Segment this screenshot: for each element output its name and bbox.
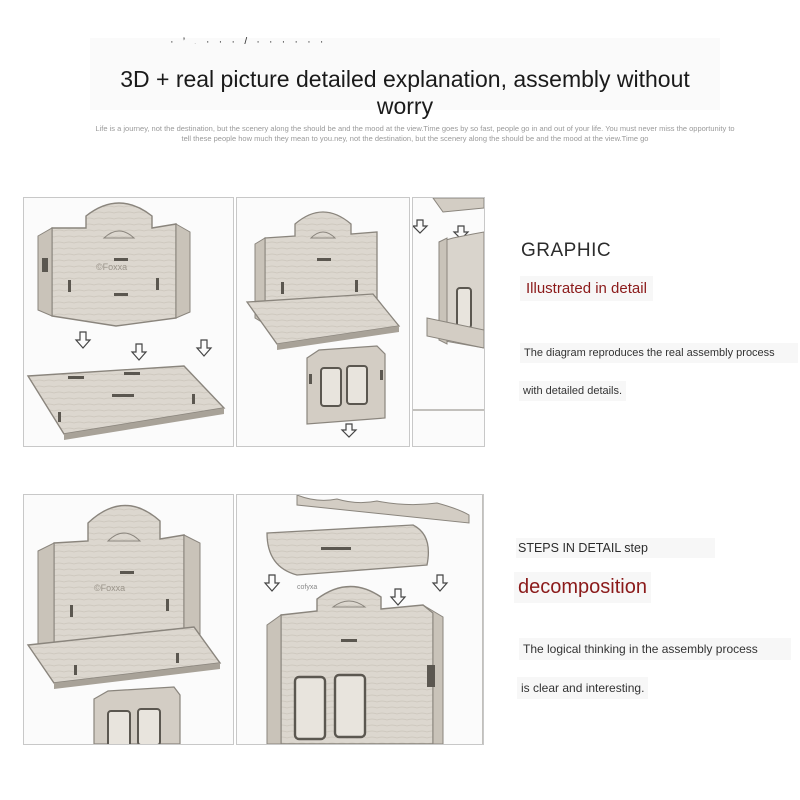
page-headline: 3D + real picture detailed explanation, assembly without worry	[120, 66, 690, 119]
assembly-photo-4	[23, 494, 234, 745]
steps-description-line2: is clear and interesting.	[517, 677, 648, 699]
graphic-description-line1: The diagram reproduces the real assembly process	[520, 343, 798, 363]
graphic-heading: GRAPHIC	[521, 240, 612, 261]
graphic-description-line2: with detailed details.	[519, 381, 626, 401]
wood-imprint: ©Foxxa	[96, 262, 128, 272]
assembly-photo-1	[23, 197, 234, 447]
svg-text:©Foxxa: ©Foxxa	[94, 583, 126, 593]
down-arrow-icon	[76, 332, 211, 360]
cropped-header-text: · ’ . · · · / · · · · · ·	[170, 36, 327, 44]
assembly-photo-3	[412, 197, 485, 447]
graphic-subheading: Illustrated in detail	[520, 276, 653, 301]
steps-heading: STEPS IN DETAIL step	[516, 538, 715, 558]
down-arrow-icon	[342, 424, 356, 437]
assembly-photo-2	[236, 197, 410, 447]
assembly-photo-5	[236, 494, 484, 745]
steps-description-line1: The logical thinking in the assembly process	[519, 638, 791, 660]
steps-subheading: decomposition	[514, 572, 651, 603]
tagline-text: Life is a journey, not the destination, but the scenery along the should be and the mood at the view.Time goes by so fast, people go in and out of your life. You must never miss the opportunity to tell these people how much they mean to you.ney, not the destination, but the scenery along the should be and the mood at the view.Time go	[95, 124, 735, 143]
wood-imprint: cofyxa	[297, 584, 318, 591]
